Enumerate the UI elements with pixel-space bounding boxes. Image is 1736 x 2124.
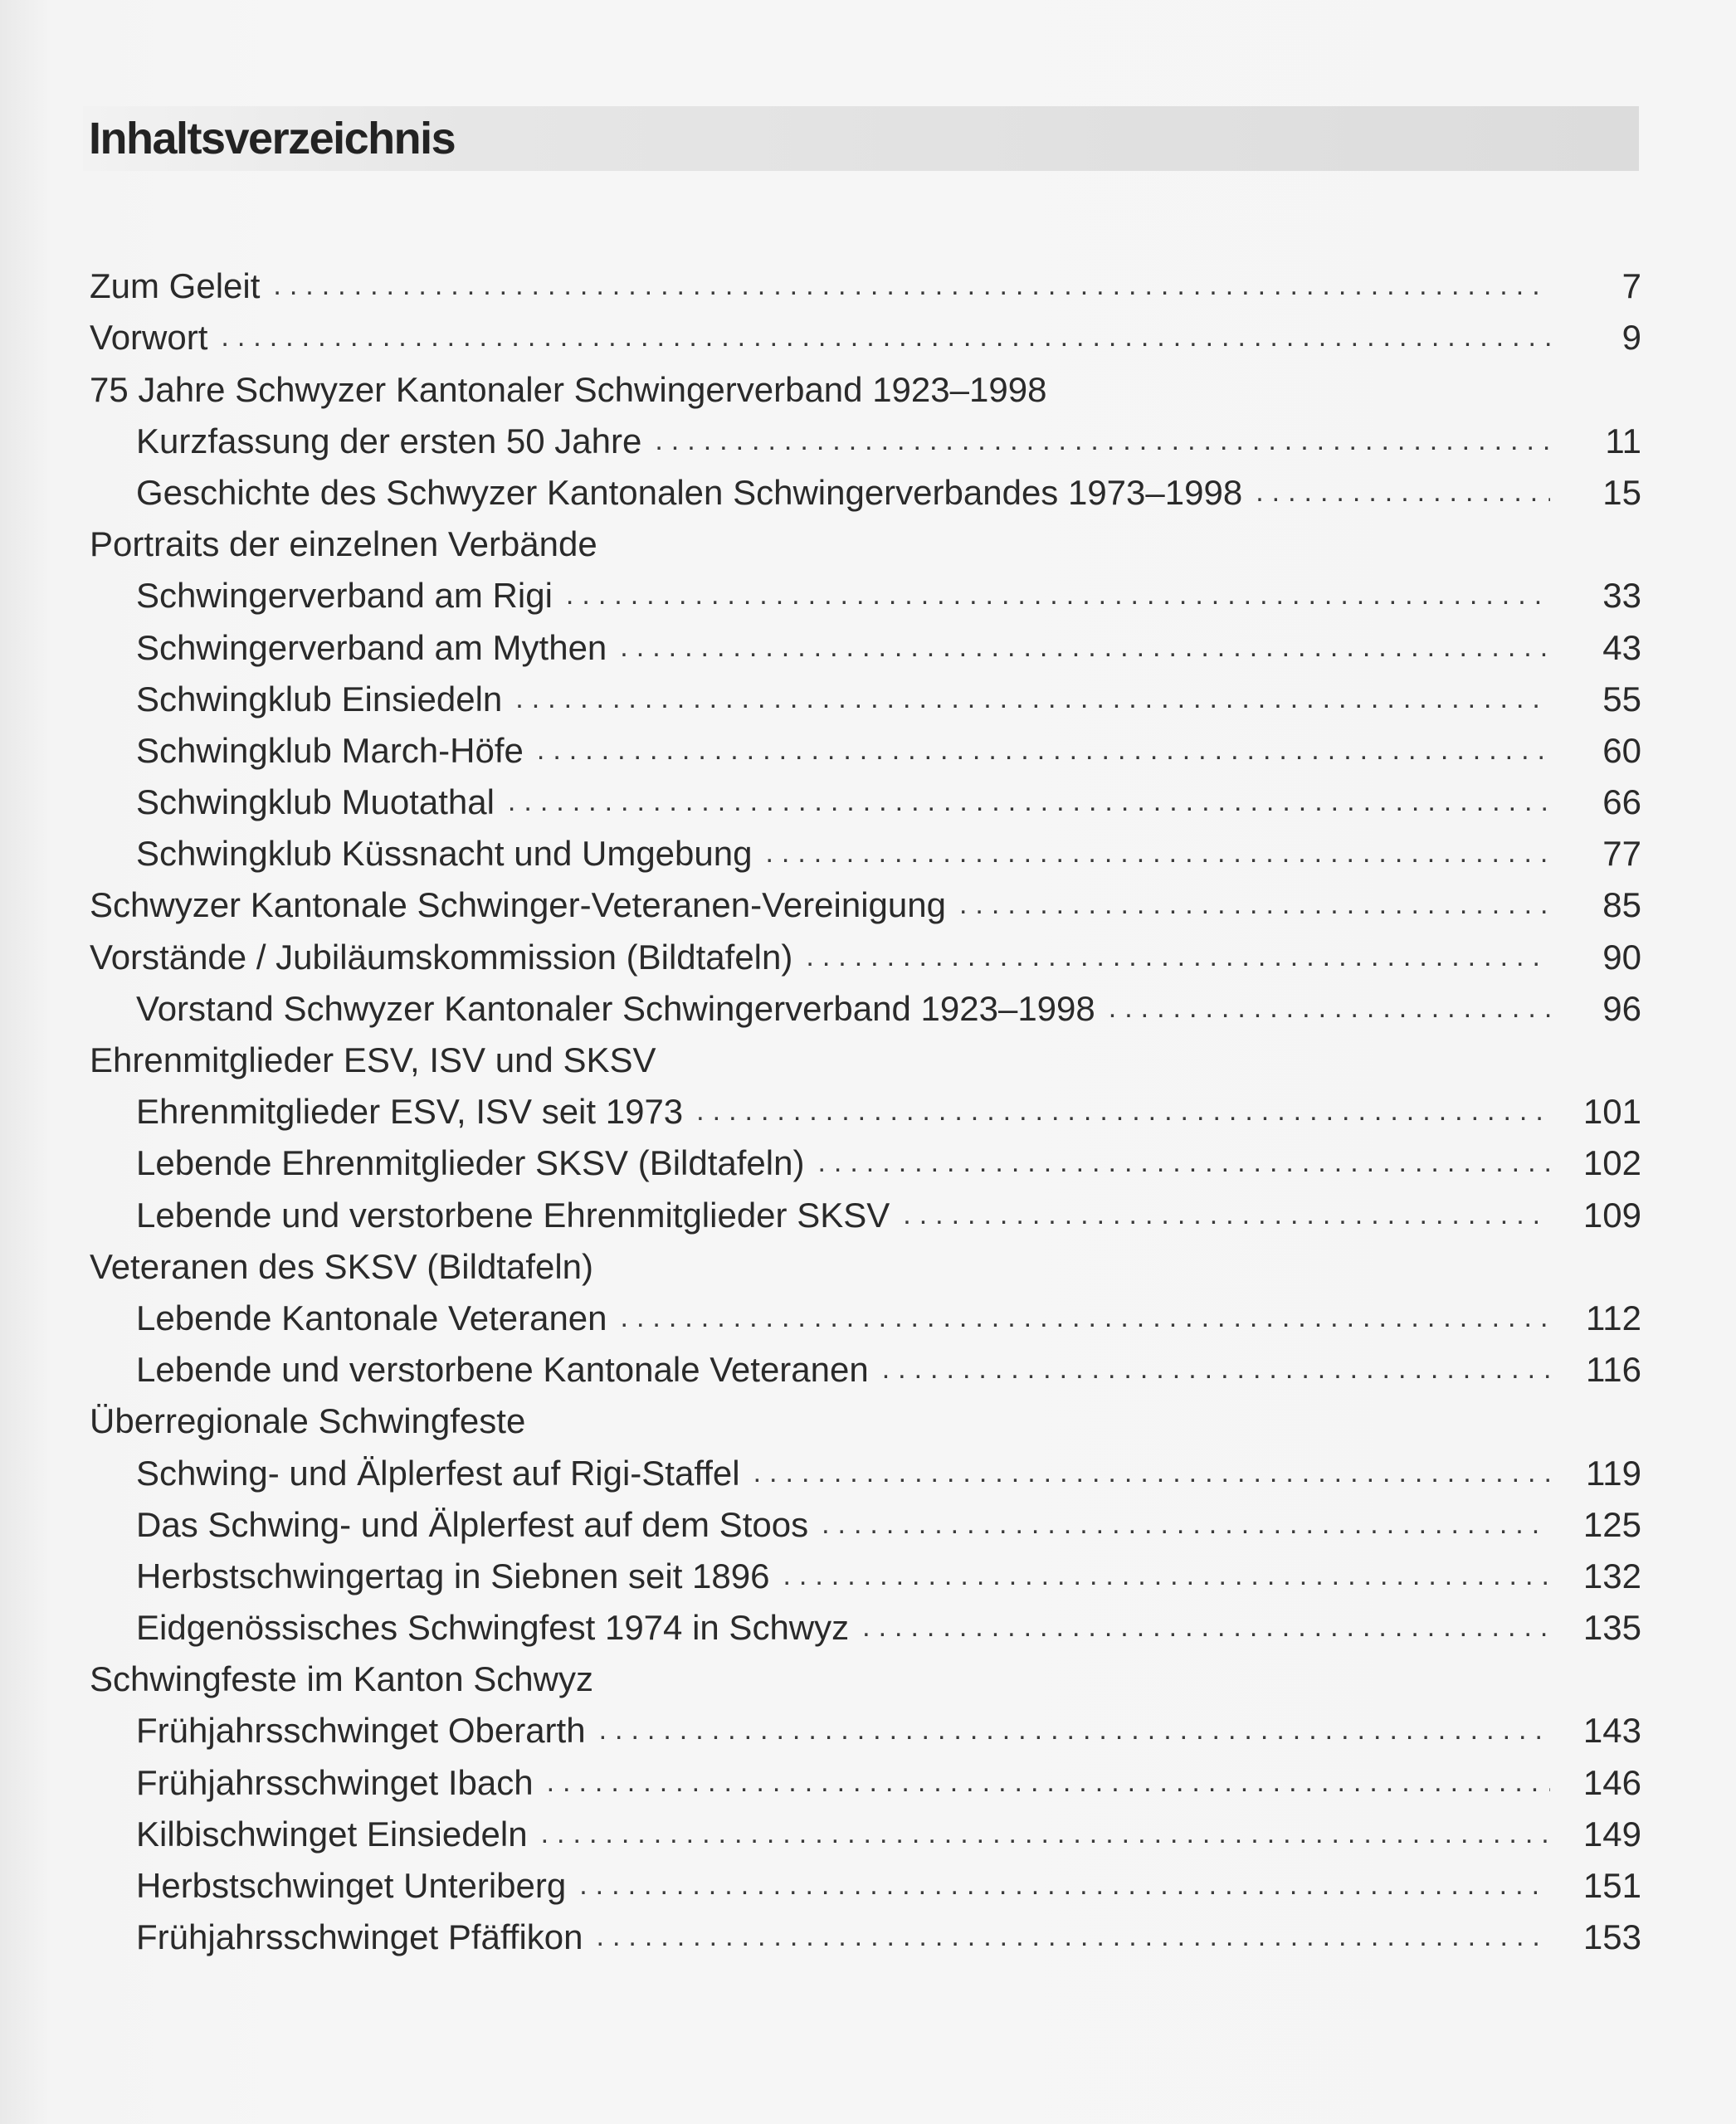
toc-entry-page-number: 146 xyxy=(1582,1762,1641,1802)
dot-leader xyxy=(822,1506,1550,1542)
toc-entry-label: Lebende Kantonale Veteranen xyxy=(136,1298,607,1337)
toc-entry-label: Schwingerverband am Rigi xyxy=(136,576,553,616)
toc-entry xyxy=(90,256,1641,307)
toc-entry xyxy=(90,772,1641,823)
toc-entry-page-number: 119 xyxy=(1586,1453,1641,1493)
toc-section-heading xyxy=(90,514,1641,565)
toc-entry-page-number: 66 xyxy=(1602,782,1641,822)
dot-leader xyxy=(621,1299,1550,1336)
toc-section-heading xyxy=(90,358,1641,410)
toc-entry-page-number: 60 xyxy=(1602,730,1641,770)
toc-entry xyxy=(90,411,1641,462)
toc-entry-page-number: 11 xyxy=(1605,421,1641,460)
dot-leader xyxy=(783,1557,1550,1594)
dot-leader xyxy=(1256,474,1550,510)
page-title: Inhaltsverzeichnis xyxy=(89,114,456,163)
toc-entry xyxy=(90,616,1641,668)
toc-entry-label: Herbstschwinget Unteriberg xyxy=(136,1866,567,1905)
toc-entry-label: Überregionale Schwingfeste xyxy=(90,1401,526,1441)
toc-entry-page-number: 9 xyxy=(1621,318,1641,358)
toc-section-heading xyxy=(90,1391,1641,1442)
dot-leader xyxy=(806,938,1550,975)
toc-entry-label: Schwyzer Kantonale Schwinger-Veteranen-Vereinigung xyxy=(90,885,946,925)
toc-entry-page-number: 109 xyxy=(1582,1195,1641,1235)
toc-entry xyxy=(90,1597,1641,1649)
toc-entry xyxy=(90,307,1641,358)
toc-entry xyxy=(90,1907,1641,1958)
toc-entry-page-number: 112 xyxy=(1586,1298,1641,1337)
dot-leader xyxy=(579,1867,1550,1903)
toc-entry xyxy=(90,565,1641,616)
toc-entry-page-number: 96 xyxy=(1602,988,1641,1028)
toc-entry-page-number: 132 xyxy=(1582,1556,1641,1595)
toc-entry-label: Schwingklub Küssnacht und Umgebung xyxy=(136,834,753,874)
dot-leader xyxy=(862,1609,1550,1645)
toc-entry-label: Ehrenmitglieder ESV, ISV und SKSV xyxy=(90,1040,656,1079)
toc-section-heading xyxy=(90,1649,1641,1700)
toc-entry-label: Das Schwing- und Älplerfest auf dem Stoos xyxy=(136,1504,809,1544)
dot-leader xyxy=(753,1454,1550,1491)
toc-entry xyxy=(90,1804,1641,1855)
dot-leader xyxy=(541,1815,1550,1852)
toc-entry-page-number: 90 xyxy=(1602,937,1641,977)
toc-entry xyxy=(90,1751,1641,1803)
dot-leader xyxy=(817,1144,1550,1181)
toc-entry-label: Frühjahrsschwinget Ibach xyxy=(136,1762,534,1802)
toc-entry xyxy=(90,462,1641,514)
toc-entry-label: 75 Jahre Schwyzer Kantonaler Schwingerverband 1923–1998 xyxy=(90,369,1047,409)
toc-entry-label: Lebende und verstorbene Kantonale Veteranen xyxy=(136,1350,869,1390)
toc-entry-page-number: 149 xyxy=(1582,1814,1641,1854)
dot-leader xyxy=(765,835,1550,871)
toc-entry xyxy=(90,669,1641,720)
dot-leader xyxy=(597,1918,1551,1955)
toc-entry xyxy=(90,1546,1641,1597)
toc-entry-page-number: 102 xyxy=(1582,1143,1641,1183)
toc-entry xyxy=(90,823,1641,874)
toc-entry-label: Lebende Ehrenmitglieder SKSV (Bildtafeln) xyxy=(136,1143,805,1183)
dot-leader xyxy=(903,1196,1550,1233)
toc-entry-page-number: 15 xyxy=(1602,472,1641,512)
dot-leader xyxy=(696,1093,1550,1129)
toc-entry xyxy=(90,1184,1641,1235)
toc-entry-page-number: 116 xyxy=(1586,1350,1641,1390)
toc-entry xyxy=(90,978,1641,1030)
toc-section-heading xyxy=(90,1236,1641,1288)
dot-leader xyxy=(620,629,1550,665)
toc-entry-page-number: 101 xyxy=(1582,1092,1641,1132)
toc-entry-label: Zum Geleit xyxy=(90,266,261,306)
toc-entry xyxy=(90,1494,1641,1546)
toc-entry-label: Vorstand Schwyzer Kantonaler Schwingerverband 1923–1998 xyxy=(136,988,1095,1028)
toc-entry-page-number: 143 xyxy=(1582,1711,1641,1751)
toc-entry-label: Vorstände / Jubiläumskommission (Bildtafeln) xyxy=(90,937,793,977)
toc-entry xyxy=(90,1339,1641,1391)
toc-entry-label: Eidgenössisches Schwingfest 1974 in Schwyz xyxy=(136,1608,850,1648)
toc-entry xyxy=(90,720,1641,772)
dot-leader xyxy=(655,422,1550,459)
toc-entry-label: Veteranen des SKSV (Bildtafeln) xyxy=(90,1246,594,1286)
toc-entry-page-number: 43 xyxy=(1602,627,1641,667)
toc-entry-label: Portraits der einzelnen Verbände xyxy=(90,524,597,564)
toc-entry-page-number: 55 xyxy=(1602,679,1641,719)
toc-entry-label: Frühjahrsschwinget Pfäffikon xyxy=(136,1917,583,1957)
toc-entry xyxy=(90,1442,1641,1493)
toc-entry xyxy=(90,1081,1641,1133)
toc-entry-label: Schwingerverband am Mythen xyxy=(136,627,607,667)
toc-entry-page-number: 77 xyxy=(1602,834,1641,874)
toc-entry xyxy=(90,874,1641,926)
toc-entry-label: Schwingfeste im Kanton Schwyz xyxy=(90,1659,593,1699)
toc-entry-page-number: 151 xyxy=(1582,1866,1641,1905)
toc-entry-label: Frühjahrsschwinget Oberarth xyxy=(136,1711,586,1751)
toc-entry-page-number: 33 xyxy=(1602,576,1641,616)
dot-leader xyxy=(547,1764,1550,1800)
dot-leader xyxy=(566,577,1550,613)
toc-section-heading xyxy=(90,1030,1641,1081)
dot-leader xyxy=(599,1712,1550,1748)
toc-entry xyxy=(90,1855,1641,1907)
toc-entry-label: Schwingklub Einsiedeln xyxy=(136,679,503,719)
toc-entry-page-number: 125 xyxy=(1582,1504,1641,1544)
toc-entry xyxy=(90,1700,1641,1751)
dot-leader xyxy=(959,886,1550,923)
toc-entry-page-number: 135 xyxy=(1582,1608,1641,1648)
dot-leader xyxy=(273,267,1550,304)
dot-leader xyxy=(221,319,1550,355)
toc-entry-label: Schwing- und Älplerfest auf Rigi-Staffel xyxy=(136,1453,740,1493)
toc-entry-label: Lebende und verstorbene Ehrenmitglieder SKSV xyxy=(136,1195,890,1235)
toc-entry-label: Ehrenmitglieder ESV, ISV seit 1973 xyxy=(136,1092,684,1132)
toc-entry-label: Kilbischwinget Einsiedeln xyxy=(136,1814,528,1854)
toc-entry-label: Vorwort xyxy=(90,318,208,358)
dot-leader xyxy=(537,732,1550,768)
toc-entry-label: Schwingklub Muotathal xyxy=(136,782,495,822)
toc-entry xyxy=(90,1288,1641,1339)
dot-leader xyxy=(508,783,1550,820)
toc-entry-page-number: 85 xyxy=(1602,885,1641,925)
toc-entry xyxy=(90,926,1641,977)
toc-entry-page-number: 153 xyxy=(1582,1917,1641,1957)
dot-leader xyxy=(882,1351,1550,1387)
table-of-contents xyxy=(90,256,1641,1958)
toc-entry-label: Kurzfassung der ersten 50 Jahre xyxy=(136,421,642,460)
dot-leader xyxy=(1109,990,1550,1026)
toc-entry-label: Herbstschwingertag in Siebnen seit 1896 xyxy=(136,1556,770,1595)
toc-entry-label: Schwingklub March-Höfe xyxy=(136,730,524,770)
toc-entry-page-number: 7 xyxy=(1621,266,1641,306)
dot-leader xyxy=(515,680,1550,717)
toc-entry xyxy=(90,1133,1641,1184)
toc-entry-label: Geschichte des Schwyzer Kantonalen Schwingerverbandes 1973–1998 xyxy=(136,472,1243,512)
